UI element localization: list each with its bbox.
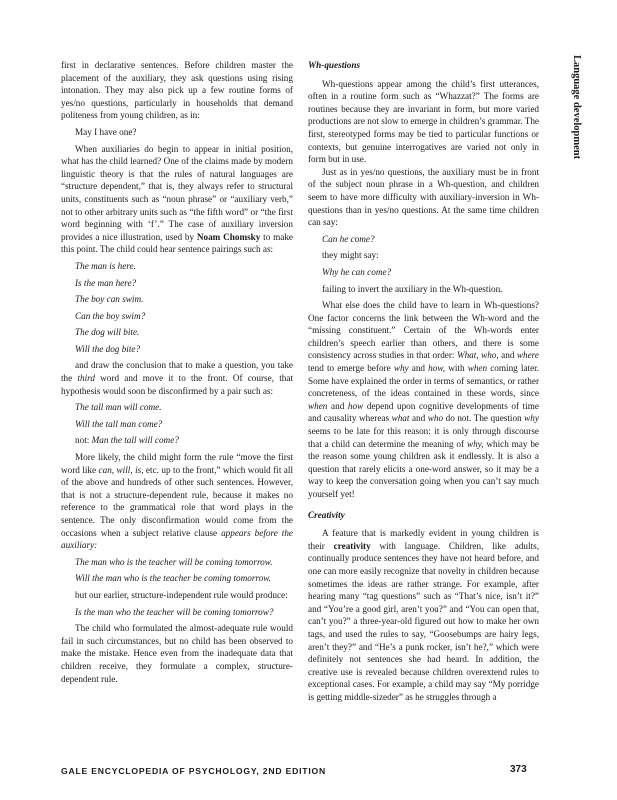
- example-sentence: The boy can swim.: [75, 294, 144, 305]
- left-column: [61, 59, 293, 685]
- example-sentence: The tall man will come.: [75, 402, 162, 413]
- running-head-text: Language development: [571, 55, 582, 160]
- example-text: they might say:: [322, 250, 379, 261]
- example-sentence: May I have one?: [75, 126, 137, 137]
- example-sentence: The man is here.: [75, 260, 136, 271]
- example-sentence: Will the man who is the teacher be coming tomorrow.: [75, 573, 271, 584]
- paragraph: More likely, the child might form the rule “move the first word like can, will, is, etc. up to the front,” which would fit all of the above and hundreds of other such sentences. However, that is not a structure-dependent rule, because it makes no reference to the grammatical role that word plays in the sentence. The only disconfirmation would come from the occasions when a subject relative clause appears before the auxiliary:: [61, 452, 293, 551]
- footer-title: GALE ENCYCLOPEDIA OF PSYCHOLOGY, 2ND EDITION: [61, 766, 327, 776]
- example-sentence: Can the boy swim?: [75, 310, 146, 321]
- example-sentence: Can he come?: [322, 233, 375, 244]
- page-number: 373: [510, 764, 527, 775]
- paragraph: Just as in yes/no questions, the auxiliary must be in front of the subject noun phrase in a Wh-question, and children seem to have more difficulty with auxiliary-inversion in Wh-questions than in yes/no questions. At the same time children can say:: [308, 166, 539, 228]
- example-sentence: Will the dog bite?: [75, 343, 141, 354]
- paragraph: Wh-questions appear among the child’s first utterances, often in a routine form such as “Whazzat?” The forms are routines because they are invariant in form, but more varied productions are not slow to emerge in children’s grammar. The first, stereotyped forms may be tied to particular functions or contexts, but genuine interrogatives are varied not only in form but in use.: [308, 78, 539, 165]
- example-sentence: The man who is the teacher will be coming tomorrow.: [75, 556, 273, 567]
- right-column: [308, 59, 539, 704]
- person-name: Noam Chomsky: [196, 231, 261, 242]
- example-sentence: Is the man who the teacher will be coming tomorrow?: [75, 606, 274, 617]
- example-sentence: not: Man the tall will come?: [75, 435, 179, 446]
- example-sentence: The dog will bite.: [75, 327, 140, 338]
- section-heading: Wh-questions: [308, 60, 361, 70]
- paragraph: A feature that is markedly evident in young children is their creativity with language. Children, like adults, continually produce sentences they have not heard before, and one can more easily recognize that novelty in children because sometimes the ideas are rather strange. For example, after hearing many “tag questions” such as “That’s nice, isn’t it?” and “You’re a good girl, aren’t you?” and “You can open that, can’t you?” a three-year-old figured out how to make her own tags, and used the rules to say, “Goosebumps are hairy legs, aren’t they?” and “He’s a punk rocker, isn’t he?,” which were definitely not sentences she had heard. In addition, the creative use is revealed because children overextend rules to exceptional cases. For example, a child may say “My porridge is getting middle-sizeder” as he struggles through a: [308, 528, 539, 702]
- example-sentence: Will the tall man come?: [75, 418, 163, 429]
- example-text: failing to invert the auxiliary in the Wh-question.: [322, 283, 503, 294]
- paragraph: What else does the child have to learn in Wh-questions? One factor concerns the link between the Wh-word and the “missing constituent.” Certain of the Wh-words enter children’s speech earlier than others, and there is some consistency across studies in that order: What, who, and where tend to emerge before why and how, with when coming later. Some have explained the order in terms of semantics, or rather concreteness, of the ideas contained in these words, since when and how depend upon cognitive developments of time and causality whereas what and who do not. The question why seems to be late for this reason: it is only through discourse that a child can determine the meaning of why, which may be the reason some young children ask it endlessly. It is also a question that rarely elicits a one-word answer, so it may be a way to keep the conversation going when you can’t say much yourself yet!: [308, 300, 540, 499]
- paragraph: first in declarative sentences. Before children master the placement of the auxiliary, they ask questions using rising intonation. They may also pick up a few routine forms of yes/no questions, particularly in households that demand politeness from young children, as in:: [61, 60, 293, 121]
- paragraph: The child who formulated the almost-adequate rule would fail in such circumstances, but no child has been observed to make the mistake. Hence even from the inadequate data that children receive, they formulate a complex, structure-dependent rule.: [61, 623, 293, 684]
- example-sentence: Is the man here?: [75, 277, 137, 288]
- paragraph: and draw the conclusion that to make a question, you take the third word and move it to the front. Of course, that hypothesis would soon be disconfirmed by a pair such as:: [61, 360, 293, 396]
- section-heading: Creativity: [308, 509, 345, 520]
- example-sentence: Why he can come?: [322, 266, 392, 277]
- paragraph: When auxiliaries do begin to appear in initial position, what has the child learned? One of the claims made by modern linguistic theory is that the rules of natural languages are “structure dependent,” that is, they always refer to structural units, constituents such as “noun phrase” or “auxiliary verb,” not to other arbitrary units such as “the fifth word” or “the first word beginning with ‘f’.” The case of auxiliary inversion provides a nice illustration, used by Noam Chomsky to make this point. The child could hear sentence pairings such as:: [61, 143, 293, 255]
- paragraph: but our earlier, structure-independent rule would produce:: [75, 589, 288, 600]
- running-head: [570, 55, 584, 175]
